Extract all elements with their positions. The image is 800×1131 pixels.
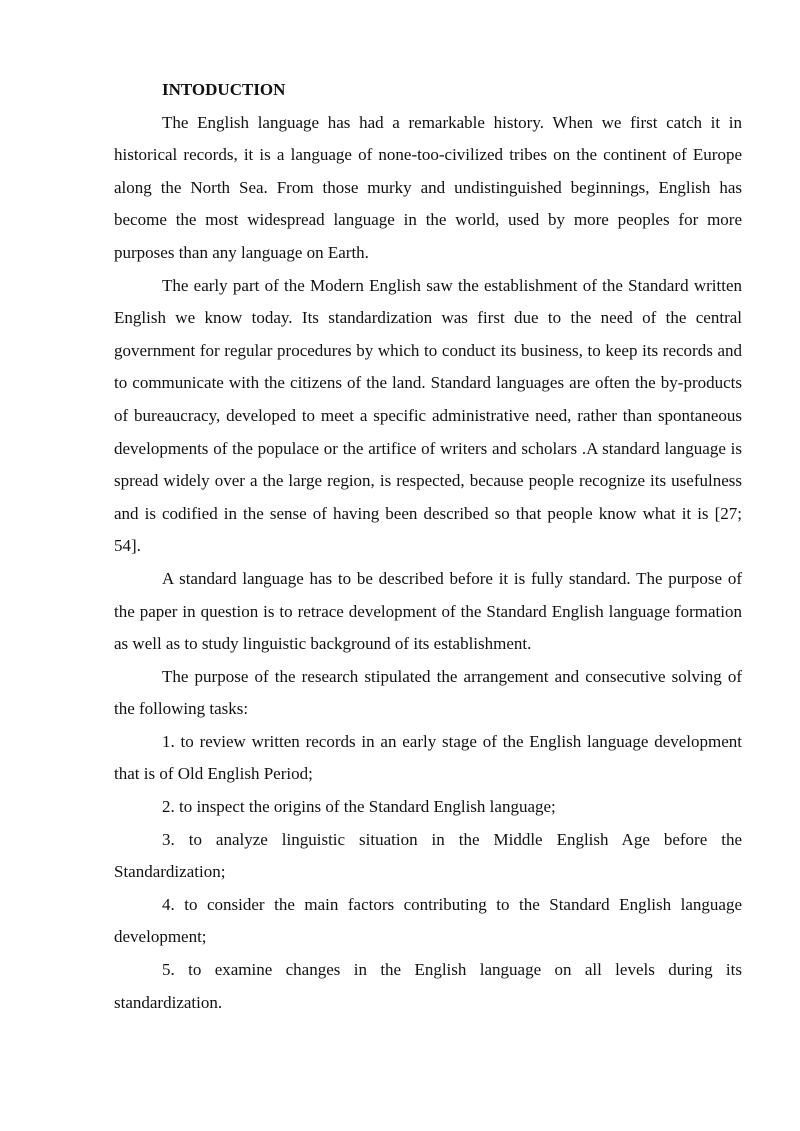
task-item-5: 5. to examine changes in the English language on all levels during its standardization. (114, 960, 742, 1012)
section-heading: INTODUCTION (162, 80, 286, 99)
task-item-4: 4. to consider the main factors contributing to the Standard English language development; (114, 894, 742, 947)
task-list (114, 726, 742, 1019)
task-item-3: 3. to analyze linguistic situation in the Middle English Age before the Standardization; (114, 829, 742, 882)
paragraph-standardization: The early part of the Modern English saw the establishment of the Standard written English we know today. Its standardization was first due to the need of the central government for regular procedures by which to conduct its business, to keep its records and to communicate with the citizens of the land. Standard languages are often the by-products of bureaucracy, developed to meet a specific administrative need, rather than spontaneous developments of the populace or the artifice of writers and scholars .A standard language is spread widely over a the large region, is respected, because people recognize its usefulness and is codified in the sense of having been described so that people know what it is [27; 54]. (114, 275, 742, 556)
paragraph-purpose: A standard language has to be described before it is fully standard. The purpose of the paper in question is to retrace development of the Standard English language formation as well as to study linguistic background of its establishment. (114, 568, 742, 654)
task-item-1: 1. to review written records in an early stage of the English language development that is of Old English Period; (114, 731, 742, 784)
document-page (114, 74, 742, 1019)
task-item-2: 2. to inspect the origins of the Standard English language; (162, 797, 556, 817)
paragraph-intro: The English language has had a remarkable history. When we first catch it in historical records, it is a language of none-too-civilized tribes on the continent of Europe along the North Sea. From those murky and undistinguished beginnings, English has become the most widespread language in the world, used by more peoples for more purposes than any language on Earth. (114, 112, 742, 262)
paragraph-tasks-intro: The purpose of the research stipulated the arrangement and consecutive solving of the following tasks: (114, 666, 742, 719)
